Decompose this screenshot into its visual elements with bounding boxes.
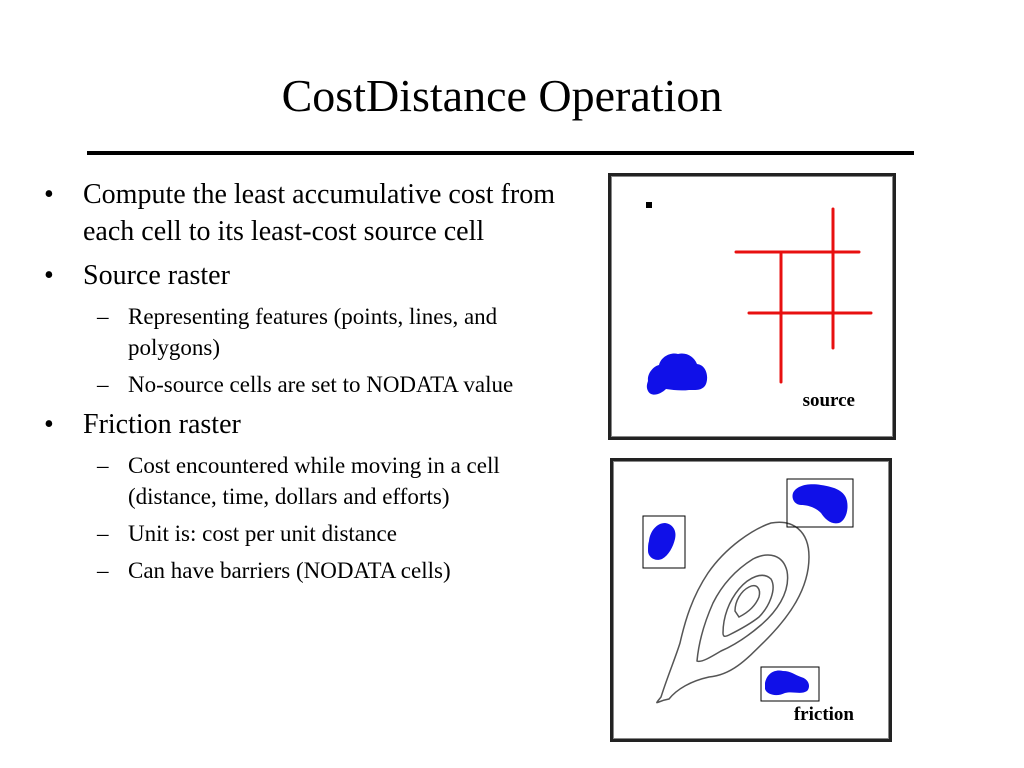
sub-bullet-item: [40, 301, 560, 363]
friction-caption: friction: [793, 704, 854, 725]
bullet-marker: •: [44, 409, 54, 440]
friction-polygon-left: [648, 523, 676, 560]
slide-title: CostDistance Operation: [281, 70, 723, 121]
sub-bullet-marker: –: [97, 304, 109, 329]
bullet-list: [40, 176, 560, 592]
bullet-item: [40, 406, 560, 443]
source-lines: [736, 209, 871, 382]
sub-bullet-text: Can have barriers (NODATA cells): [128, 558, 451, 583]
sub-bullet-text: Unit is: cost per unit distance: [128, 521, 397, 546]
friction-polygon-bottom: [765, 671, 809, 696]
bullet-marker: •: [44, 179, 54, 210]
sub-bullet-item: [40, 369, 560, 400]
sub-bullet-list: [40, 450, 560, 586]
sub-bullet-text: Cost encountered while moving in a cell (distance, time, dollars and efforts): [128, 453, 500, 509]
title-divider: [87, 151, 914, 155]
bullet-item: [40, 257, 560, 294]
sub-bullet-marker: –: [97, 372, 109, 397]
sub-bullet-item: [40, 555, 560, 586]
friction-raster-graphic: [613, 461, 889, 739]
sub-bullet-item: [40, 518, 560, 549]
sub-bullet-text: Representing features (points, lines, and polygons): [128, 304, 498, 360]
friction-polygon-top-right: [792, 484, 847, 523]
source-point: [646, 202, 652, 208]
friction-raster-figure: [610, 458, 892, 742]
bullet-item: [40, 176, 560, 250]
sub-bullet-marker: –: [97, 453, 109, 478]
sub-bullet-list: [40, 301, 560, 400]
bullet-marker: •: [44, 260, 54, 291]
sub-bullet-marker: –: [97, 521, 109, 546]
sub-bullet-item: [40, 450, 560, 512]
sub-bullet-text: No-source cells are set to NODATA value: [128, 372, 514, 397]
bullet-text: Source raster: [83, 260, 230, 291]
bullet-text: Compute the least accumulative cost from each cell to its least-cost source cell: [83, 179, 555, 247]
source-raster-figure: [608, 173, 896, 440]
source-caption: source: [802, 390, 855, 411]
sub-bullet-marker: –: [97, 558, 109, 583]
bullet-text: Friction raster: [83, 409, 241, 440]
source-polygon: [647, 354, 707, 395]
